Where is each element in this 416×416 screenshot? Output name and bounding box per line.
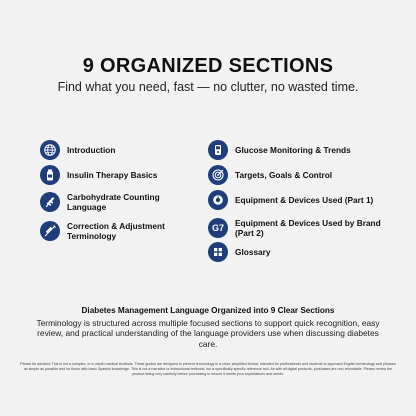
section-label: Glucose Monitoring & Trends [235,145,351,155]
section-label: Glossary [235,247,271,257]
page-subtitle: Find what you need, fast — no clutter, no wasted time. [57,80,359,94]
grain-icon [40,192,60,212]
footer-title: Diabetes Management Language Organized into 9 Clear Sections [81,306,335,315]
section-item-glucose-monitoring [208,140,351,160]
section-label: Equipment & Devices Used by Brand (Part 2) [235,218,381,238]
section-item-glossary [208,242,271,262]
insulin-vial-icon [40,165,60,185]
device-icon [208,190,228,210]
section-label: Insulin Therapy Basics [67,170,158,180]
section-label: Carbohydrate Counting Language [67,192,160,212]
page-title: 9 ORGANIZED SECTIONS [82,55,334,77]
globe-icon [40,140,60,160]
footer-body: Terminology is structured across multiple focused sections to support quick recognition, easy review, and practical understanding of the language providers use when discussing diabetes care. [36,318,380,349]
glucose-meter-icon [208,140,228,160]
section-label: Equipment & Devices Used (Part 1) [235,195,374,205]
target-icon [208,165,228,185]
section-item-correction-adjustment [40,221,165,241]
section-label: Correction & Adjustment Terminology [67,221,165,241]
section-item-targets-goals [208,165,332,185]
disclaimer-text: Please be advised: This is not a complex, or in-depth medical textbook. These guides are designed to present terminology in a clear, simplified format, intended for professionals and students to approach English terminology and phrases as simple as possible and for those with basic Spanish knowledge. This is not a narrative or instructional textbook, but a specifically specific reference tool. As with all digital products, purchases are non-refundable. Please review the product listing very carefully before purchasing to ensure it meets your expectations and needs. [20,362,396,376]
glossary-grid-icon [208,242,228,262]
section-label: Introduction [67,145,116,155]
section-item-introduction [40,140,115,160]
section-label: Targets, Goals & Control [235,170,333,180]
section-item-equipment-brand-part2 [208,218,381,238]
section-item-carbohydrate-counting [40,192,160,212]
section-item-equipment-part1 [208,190,373,210]
g7-icon: G7 [208,218,228,238]
section-item-insulin-therapy [40,165,157,185]
syringe-icon [40,221,60,241]
